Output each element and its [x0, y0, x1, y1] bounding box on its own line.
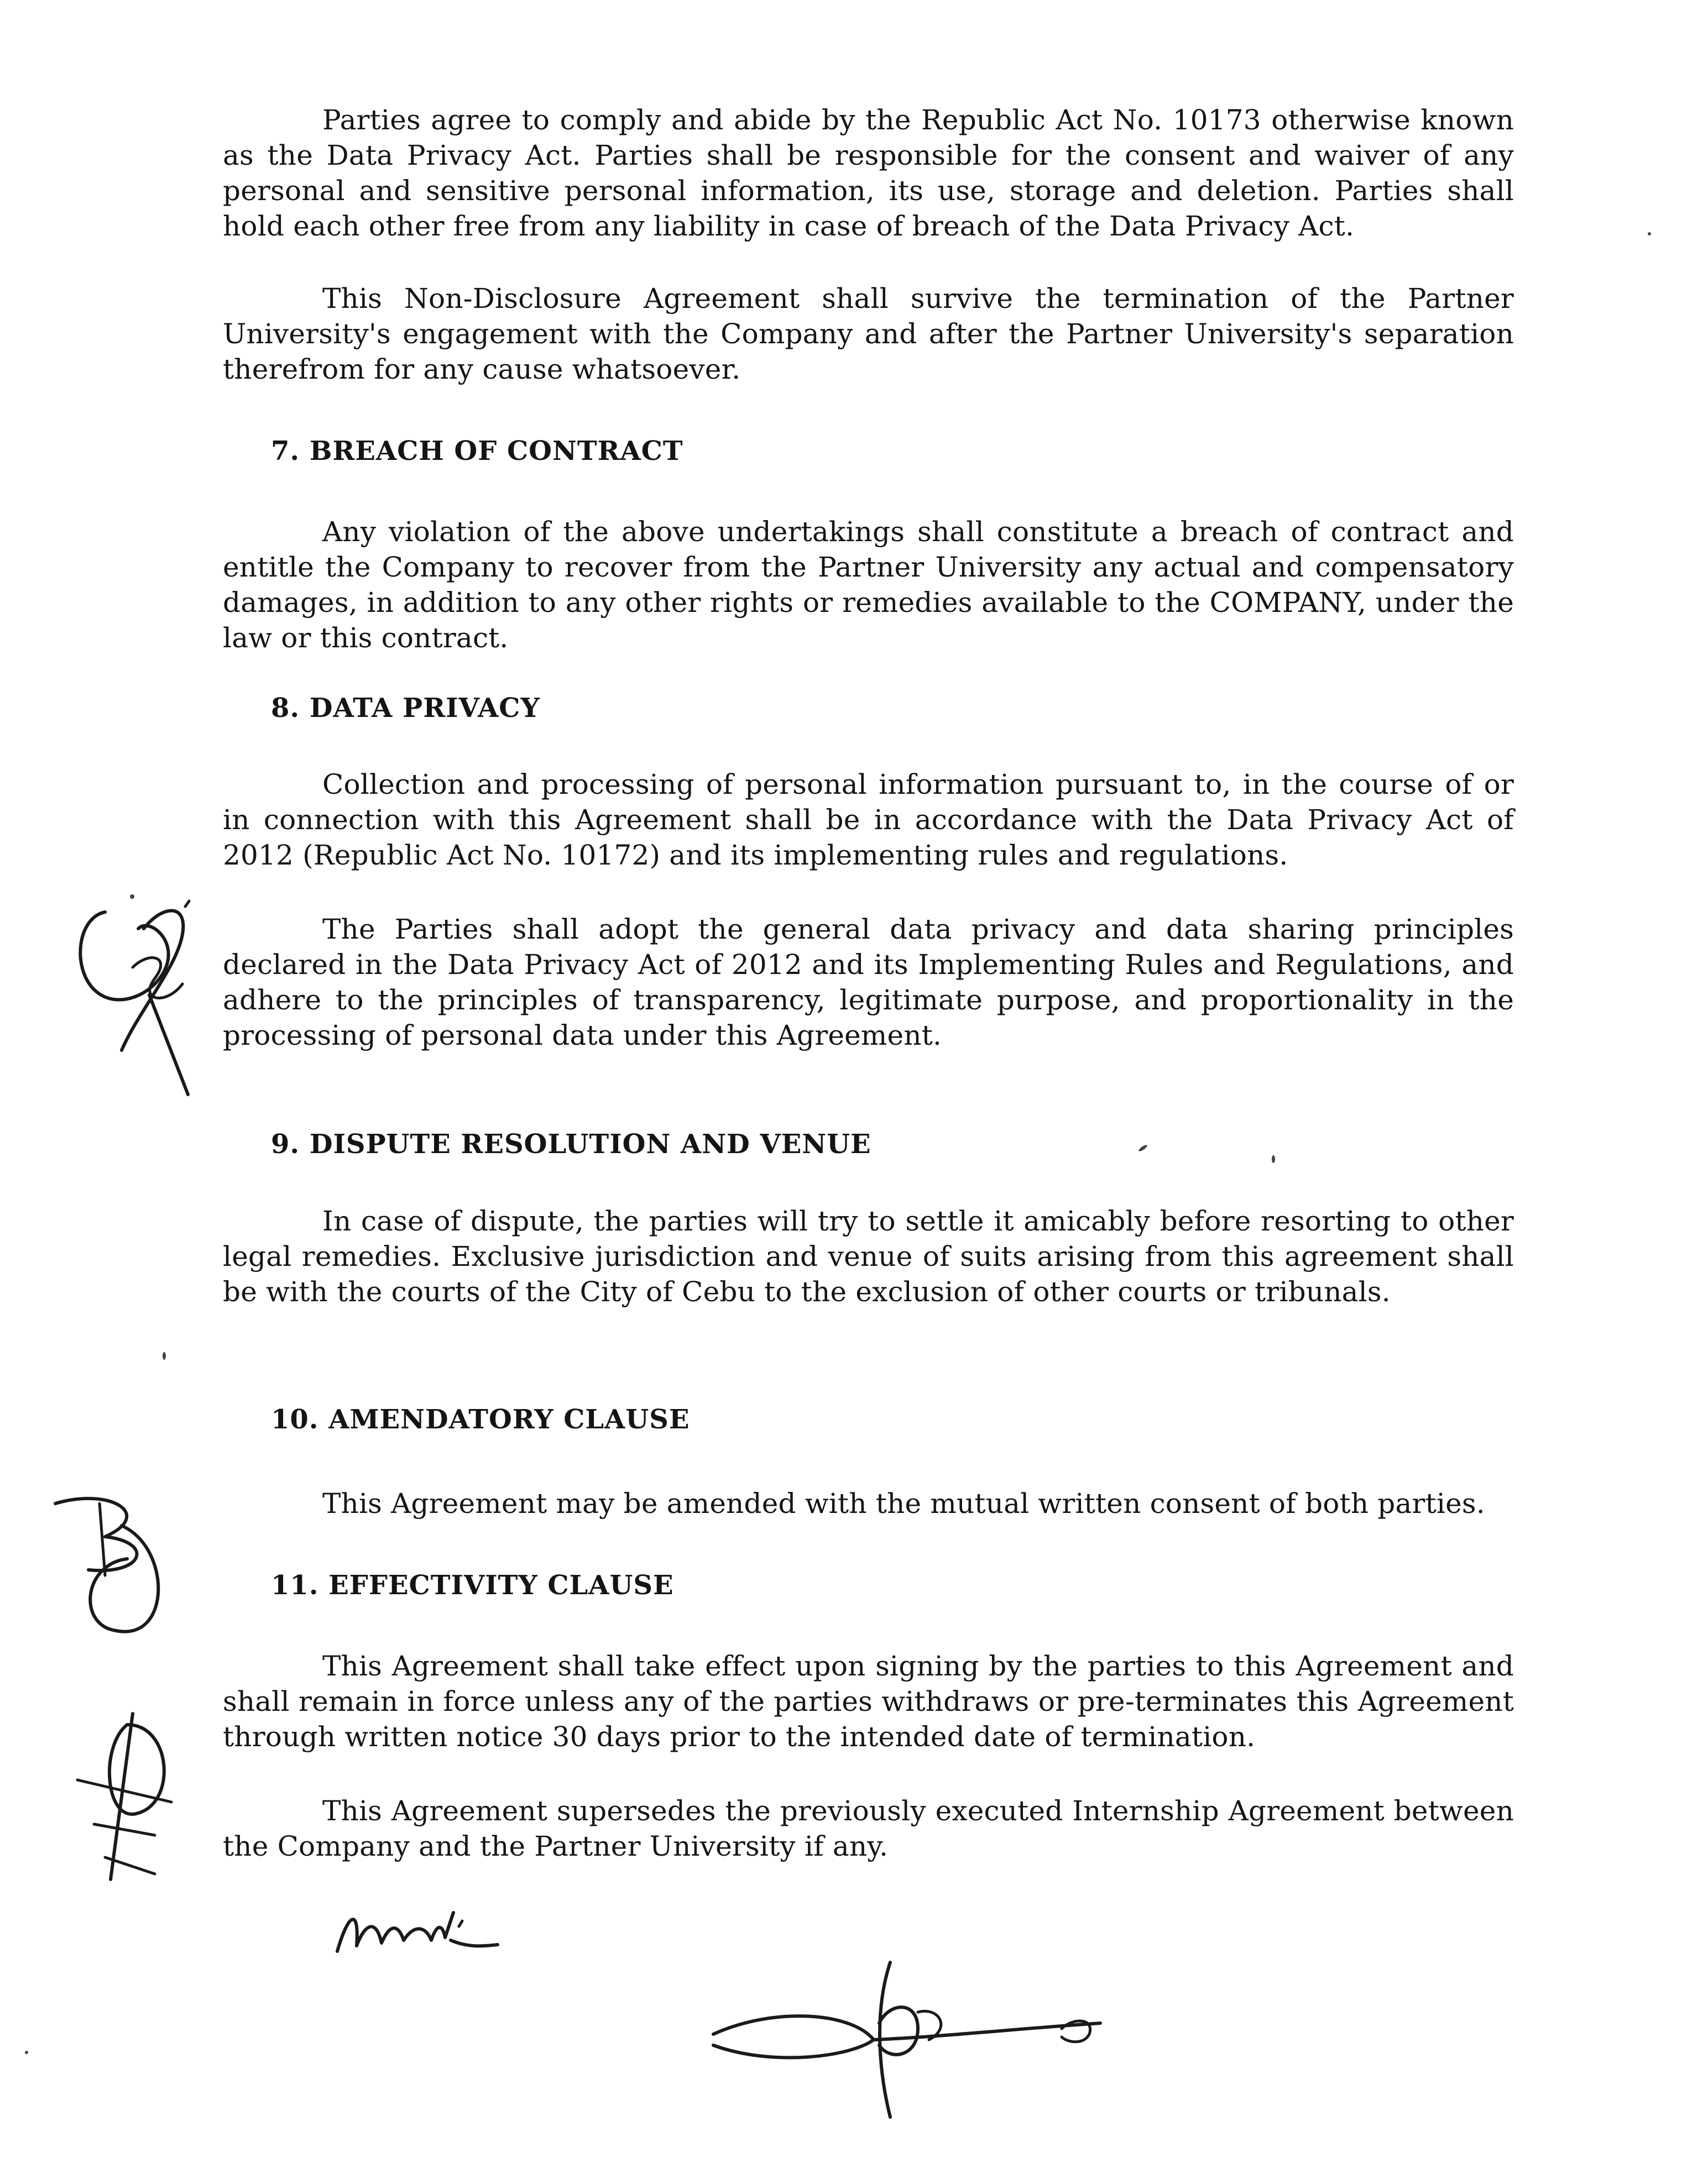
ink-speck: [1272, 1155, 1275, 1163]
margin-signature: [44, 1492, 188, 1890]
bottom-left-signature: [326, 1902, 503, 1962]
ink-speck: [1138, 1144, 1148, 1152]
paragraph-breach-of-contract: Any violation of the above undertakings shall constitute a breach of contract and entitle the Company to recover from the Partner University any actual and compensatory damages, in addition to any other rights or remedies available to the COMPANY, under the law or this contract.: [223, 516, 1514, 654]
paragraph-effectivity-clause: This Agreement shall take effect upon signing by the parties to this Agreement and shall remain in force unless any of the parties withdraws or pre-terminates this Agreement through written notice 30 days prior to the intended date of termination.: [223, 1650, 1514, 1753]
ink-speck: [163, 1352, 166, 1360]
heading-amendatory-clause: 10. AMENDATORY CLAUSE: [271, 1404, 690, 1435]
heading-data-privacy: 8. DATA PRIVACY: [271, 693, 540, 724]
margin-initials-signature: [72, 884, 210, 1117]
paragraph-dispute-resolution: In case of dispute, the parties will try to settle it amicably before resorting to other legal remedies. Exclusive jurisdiction and venue of suits arising from this agreement shall be with the courts of the City of Cebu to the exclusion of other courts or tribunals.: [223, 1205, 1514, 1308]
paragraph-amendatory-clause: This Agreement may be amended with the mutual written consent of both parties.: [322, 1488, 1485, 1520]
bottom-center-signature: [708, 1946, 1117, 2123]
heading-breach-of-contract: 7. BREACH OF CONTRACT: [271, 436, 683, 467]
ink-speck: [1648, 232, 1651, 235]
heading-dispute-resolution: 9. DISPUTE RESOLUTION AND VENUE: [271, 1129, 871, 1160]
paragraph-data-privacy-collection: Collection and processing of personal information pursuant to, in the course of or in connection with this Agreement shall be in accordance with the Data Privacy Act of 2012 (Republic Act No. 10172) and its implementing rules and regulations.: [223, 768, 1514, 871]
ink-speck: [130, 894, 134, 899]
paragraph-supersedes: This Agreement supersedes the previously executed Internship Agreement between the Company and the Partner University if any.: [223, 1795, 1514, 1862]
ink-speck: [25, 2051, 28, 2054]
paragraph-data-privacy-principles: The Parties shall adopt the general data privacy and data sharing principles declared in the Data Privacy Act of 2012 and its Implementing Rules and Regulations, and adhere to the principles of transparency, legitimate purpose, and proportionality in the processing of personal data under this Agreement.: [223, 913, 1514, 1051]
paragraph-data-privacy-compliance: Parties agree to comply and abide by the Republic Act No. 10173 otherwise known as the Data Privacy Act. Parties shall be responsible for the consent and waiver of any personal and sensitive personal information, its use, storage and deletion. Parties shall hold each other free from any liability in case of breach of the Data Privacy Act.: [223, 104, 1514, 242]
paragraph-nda-survival: This Non-Disclosure Agreement shall survive the termination of the Partner University's engagement with the Company and after the Partner University's separation therefrom for any cause whatsoever.: [223, 282, 1514, 385]
heading-effectivity-clause: 11. EFFECTIVITY CLAUSE: [271, 1570, 674, 1601]
